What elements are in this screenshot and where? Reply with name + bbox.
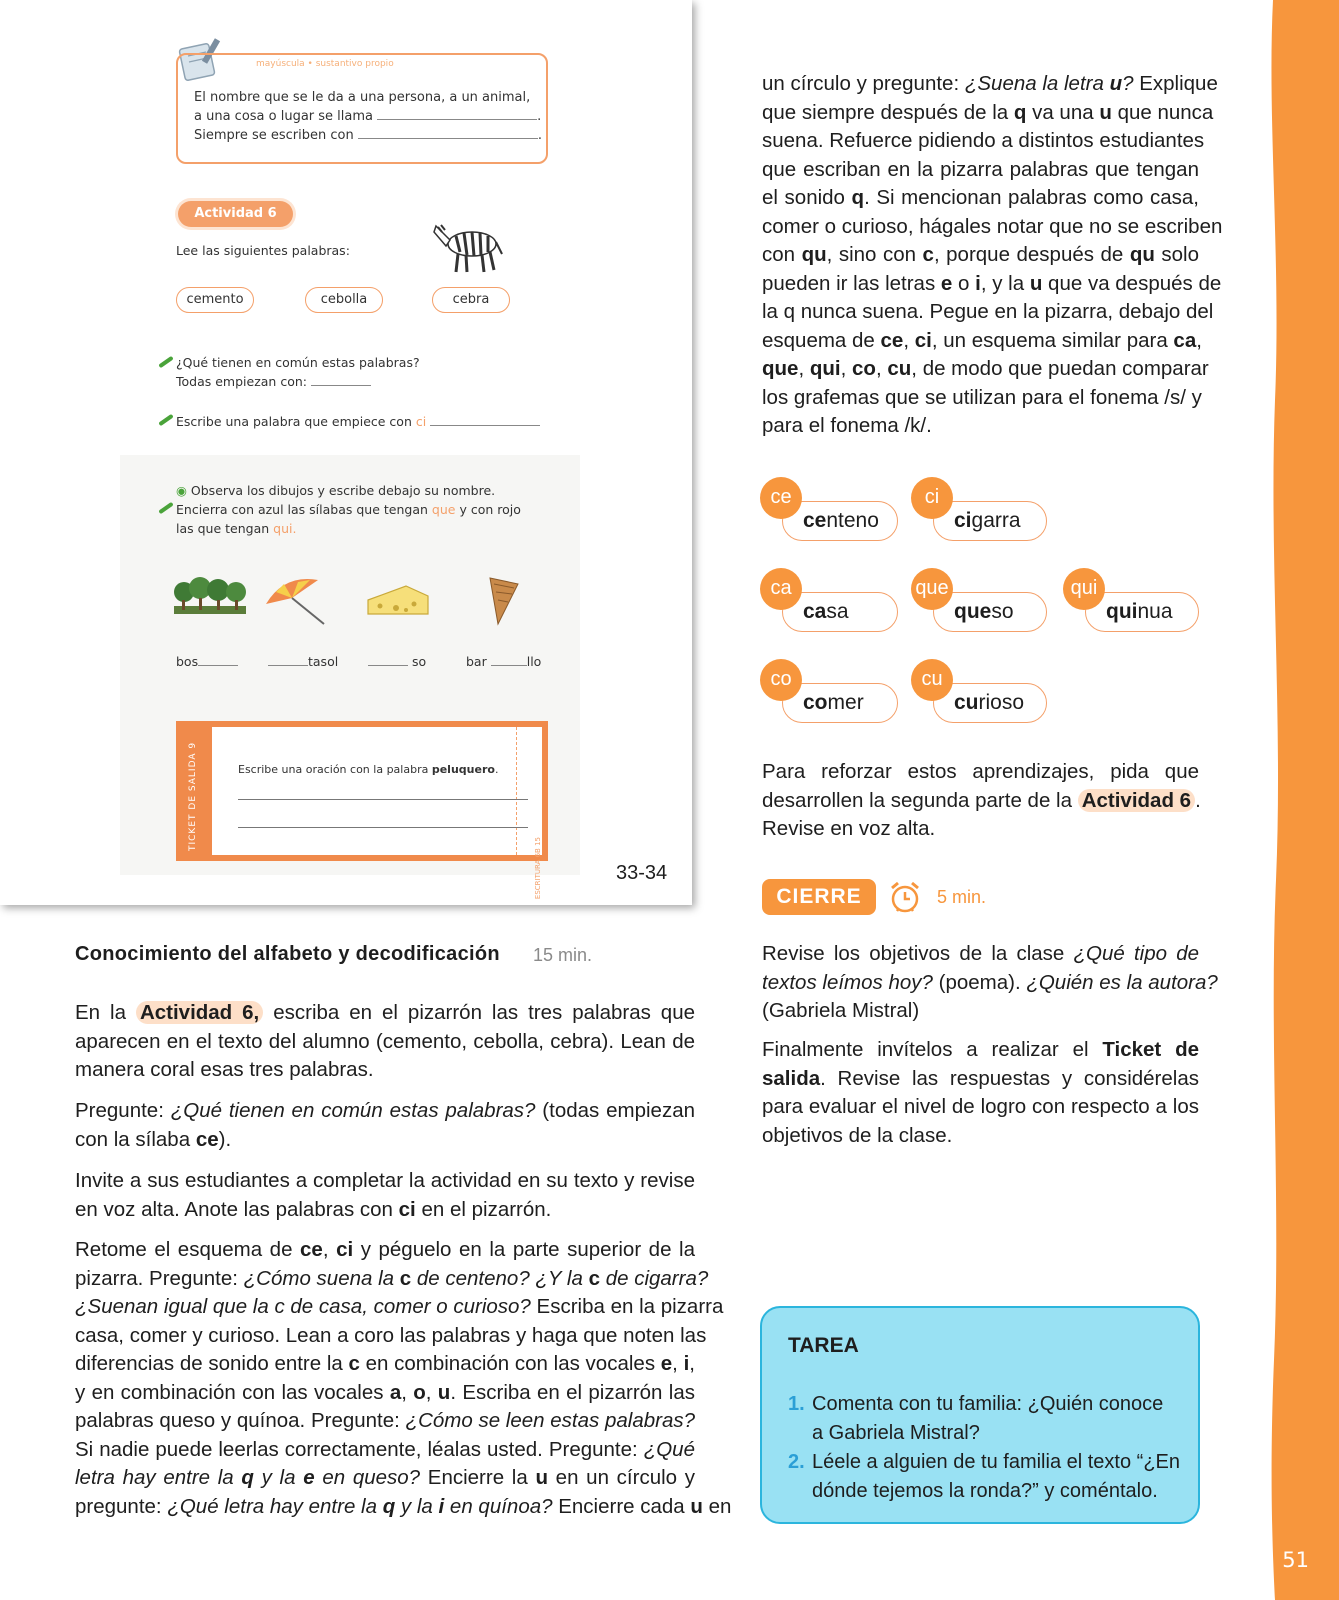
cierre-time: 5 min. xyxy=(937,887,987,907)
syllable-word: curioso xyxy=(933,683,1047,723)
syllable-badge: cu xyxy=(911,659,953,701)
paragraph-continued: un círculo y pregunte: ¿Suena la letra u? Explique que siempre después de la q va una u que nunca suena. Refuerce pidiendo a distintos estudiantes que escriban en la pizarra palabras que tengan el sonido q. Si mencionan palabras como casa, comer o curioso, hágales notar que no se escriben con qu, sino con c, porque después de qu solo pueden ir las letras e o i, y la u que va después de la q nunca suena. Pegue en la pizarra, debajo del esquema de ce, ci, un esquema similar para ca, que, qui, co, cu, de modo que puedan comparar los grafemas que se utilizan para el fonema /s/ y para el fonema /k/. xyxy=(762,72,1223,437)
paragraph-reinforce: Para reforzar estos aprendizajes, pida que desarrollen la segunda parte de la Actividad 6 . Revise en voz alta. xyxy=(762,760,1201,840)
definition-line-1: El nombre que se le da a una persona, a un animal, xyxy=(194,90,531,105)
fragment-tasol: tasol xyxy=(268,654,338,669)
beach-umbrella-illustration xyxy=(262,574,334,626)
cheese-illustration xyxy=(366,582,430,618)
definition-line-2: a una cosa o lugar se llama . xyxy=(194,109,542,124)
syllable-word: queso xyxy=(933,592,1047,632)
syllable-badge: ci xyxy=(911,477,953,519)
ticket-answer-line xyxy=(238,799,528,800)
syllable-badge: ce xyxy=(760,477,802,519)
syllable-badge: ca xyxy=(760,568,802,610)
word-pill-cemento: cemento xyxy=(176,287,254,313)
homework-box xyxy=(760,1306,1200,1524)
paragraph-question: Pregunte: ¿Qué tienen en común estas palabras? (todas empiezan con la sílaba ce). xyxy=(75,1099,695,1151)
syllable-word: centeno xyxy=(782,501,898,541)
syllable-word: cigarra xyxy=(933,501,1047,541)
paragraph-exit-ticket: Finalmente invítelos a realizar el Ticket de salida. Revise las respuestas y considérelas para evaluar el nivel de logro con respecto a los objetivos de la clase. xyxy=(762,1038,1199,1147)
question-write-word: Escribe una palabra que empiece con ci xyxy=(176,414,540,429)
instruction-circle: Encierra con azul las sílabas que tengan que y con rojo xyxy=(176,502,521,517)
syllable-word: casa xyxy=(782,592,898,632)
syllable-badge: co xyxy=(760,659,802,701)
ticket-side-label: TICKET DE SALIDA 9 xyxy=(188,741,198,851)
page-number: 51 xyxy=(1282,1548,1309,1572)
question-common: ¿Qué tienen en común estas palabras? xyxy=(176,355,420,370)
ticket-side-strip xyxy=(182,727,212,855)
pages-reference: 33-34 xyxy=(616,862,668,884)
instruction-observe: ◉ Observa los dibujos y escribe debajo su nombre. xyxy=(176,483,496,498)
paragraph-review-objectives: Revise los objetivos de la clase ¿Qué tipo de textos leímos hoy? (poema). ¿Quién es la autora? (Gabriela Mistral) xyxy=(762,942,1218,1022)
paragraph-invite: Invite a sus estudiantes a completar la actividad en su texto y revise en voz alta. Anote las palabras con ci en el pizarrón. xyxy=(75,1169,695,1221)
section-title: Conocimiento del alfabeto y decodificación xyxy=(75,943,500,965)
ice-cream-cone-illustration xyxy=(484,574,524,626)
exit-ticket xyxy=(176,721,548,900)
definition-tag: mayúscula • sustantivo propio xyxy=(256,59,394,69)
activity-6-badge: Actividad 6 xyxy=(178,201,293,227)
activity-6-highlight: Actividad 6 xyxy=(1078,789,1195,812)
homework-item: 1. Comenta con tu familia: ¿Quién conoce a Gabriela Mistral? xyxy=(788,1393,1164,1444)
paragraph-activity-6: En la Actividad 6, escriba en el pizarrón las tres palabras que aparecen en el texto del alumno (cemento, cebolla, cebra). Lean de manera coral esas tres palabras. xyxy=(75,1001,695,1081)
fragment-bos: bos xyxy=(176,654,238,669)
paragraph-scheme: Retome el esquema de ce, ci y péguelo en la parte superior de la pizarra. Pregunte: ¿Cómo suena la c de centeno? ¿Y la c de cigarra? ¿Suenan igual que la c de casa, comer o curioso? Escriba en la pizarra casa, comer y curioso. Lean a coro las palabras y haga que noten las diferencias de sonido entre la c en combinación con las vocales e, i, y en combinación con las vocales a, o, u. Escriba en el pizarrón las palabras queso y quínoa. Pregunte: ¿Cómo se leen estas palabras? Si nadie puede leerlas correctamente, léalas usted. Pregunte: ¿Qué letra hay entre la q y la e en queso? Encierre la u en un círculo y pregunte: ¿Qué letra hay entre la q y la i en quínoa? Encierre cada u en xyxy=(75,1238,732,1518)
pencil-icon xyxy=(158,414,173,426)
ticket-right-strip xyxy=(516,727,542,900)
ticket-prompt: Escribe una oración con la palabra peluquero. xyxy=(238,763,499,776)
student-book-page xyxy=(0,0,692,905)
pencil-icon xyxy=(158,356,173,368)
word-pill-cebolla: cebolla xyxy=(305,287,383,313)
syllable-badge: que xyxy=(911,568,953,610)
homework-title: TAREA xyxy=(788,1334,859,1357)
read-instruction: Lee las siguientes palabras: xyxy=(176,243,350,258)
activity-6-highlight: Actividad 6, xyxy=(136,1001,263,1024)
definition-line-3: Siempre se escriben con . xyxy=(194,128,542,143)
ticket-answer-line xyxy=(238,827,528,828)
fragment-so: so xyxy=(368,654,426,669)
side-band-decoration xyxy=(1259,0,1339,1600)
homework-item: 2. Léele a alguien de tu familia el texto “¿En dónde tejemos la ronda?” y coméntalo. xyxy=(788,1451,1180,1502)
instruction-circle-2: las que tengan qui. xyxy=(176,521,297,536)
forest-illustration xyxy=(174,574,246,620)
section-time: 15 min. xyxy=(533,945,593,965)
syllable-word: quinua xyxy=(1085,592,1199,632)
word-pill-cebra: cebra xyxy=(432,287,510,313)
alarm-clock-icon xyxy=(888,880,922,914)
cierre-badge: CIERRE xyxy=(762,879,876,915)
ticket-right-label: ESCRITURA 6B 15 xyxy=(534,837,542,900)
syllable-badge: qui xyxy=(1063,568,1105,610)
zebra-illustration xyxy=(432,214,506,274)
syllable-word: comer xyxy=(782,683,898,723)
question-common-answer: Todas empiezan con: xyxy=(176,374,371,389)
fragment-bar-llo: bar llo xyxy=(466,654,542,669)
